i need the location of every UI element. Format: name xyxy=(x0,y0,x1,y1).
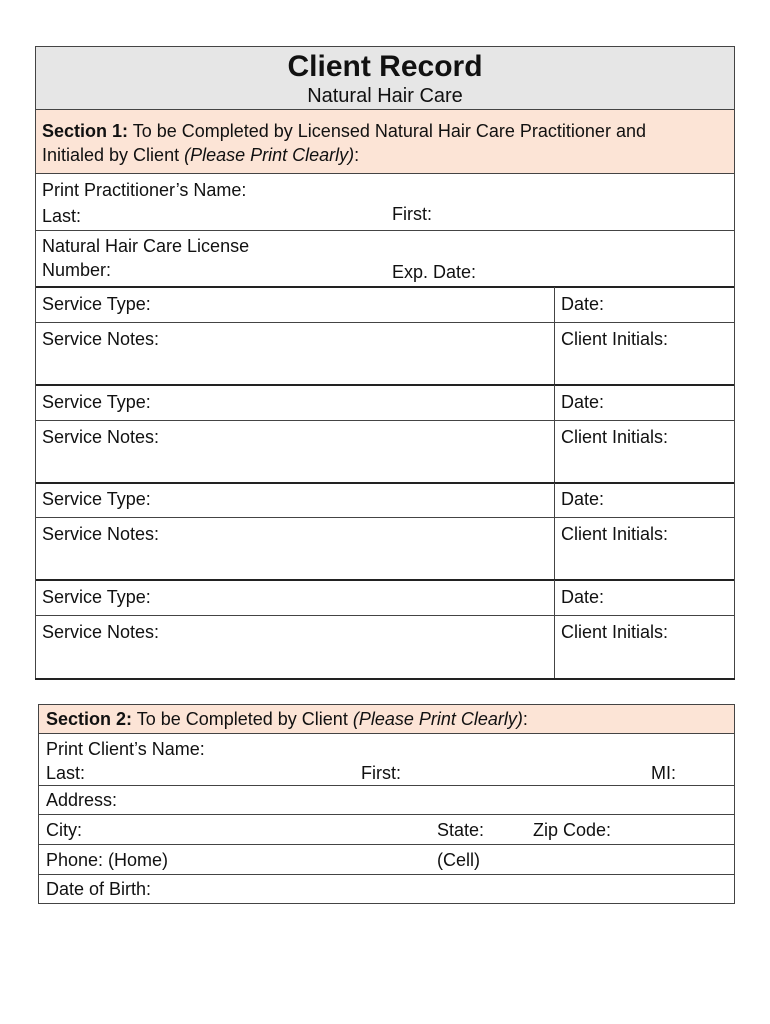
zip-code-field[interactable]: Zip Code: xyxy=(533,820,612,840)
section2-heading-label: Section 2: xyxy=(46,709,133,729)
date-of-birth-field[interactable]: Date of Birth: xyxy=(46,879,152,899)
client-initials-field[interactable]: Client Initials: xyxy=(561,329,669,349)
section2-heading-text: To be Completed by Client xyxy=(132,709,353,729)
address-field[interactable]: Address: xyxy=(46,790,118,810)
divider xyxy=(36,322,734,323)
practitioner-first-field[interactable]: First: xyxy=(392,204,432,224)
phone-home-field[interactable]: Phone: (Home) xyxy=(46,850,169,870)
section1-heading xyxy=(36,110,734,174)
divider xyxy=(36,517,734,518)
section1-heading-colon: : xyxy=(354,145,360,165)
client-initials-field[interactable]: Client Initials: xyxy=(561,427,669,447)
page-title: Client Record xyxy=(287,50,483,83)
exp-date-field[interactable]: Exp. Date: xyxy=(392,262,477,282)
divider xyxy=(36,286,734,288)
service-date-field[interactable]: Date: xyxy=(561,294,605,314)
divider xyxy=(554,580,555,679)
license-label-line1: Natural Hair Care License xyxy=(42,236,250,256)
section1-heading-note: (Please Print Clearly) xyxy=(184,145,355,165)
client-first-field[interactable]: First: xyxy=(361,763,401,783)
page-subtitle: Natural Hair Care xyxy=(307,85,463,107)
service-type-field[interactable]: Service Type: xyxy=(42,294,151,314)
service-type-field[interactable]: Service Type: xyxy=(42,587,151,607)
state-field[interactable]: State: xyxy=(437,820,485,840)
divider xyxy=(36,420,734,421)
license-number-field[interactable]: Number: xyxy=(42,260,112,280)
service-type-field[interactable]: Service Type: xyxy=(42,489,151,509)
divider xyxy=(36,615,734,616)
divider xyxy=(554,483,555,580)
client-last-field[interactable]: Last: xyxy=(46,763,86,783)
city-field[interactable]: City: xyxy=(46,820,82,840)
divider xyxy=(554,287,555,384)
service-notes-field[interactable]: Service Notes: xyxy=(42,622,160,642)
phone-cell-field[interactable]: (Cell) xyxy=(437,850,480,870)
divider xyxy=(36,579,734,581)
service-notes-field[interactable]: Service Notes: xyxy=(42,427,160,447)
title-band xyxy=(35,46,735,110)
practitioner-name-label: Print Practitioner’s Name: xyxy=(42,180,247,200)
divider xyxy=(36,384,734,386)
client-initials-field[interactable]: Client Initials: xyxy=(561,622,669,642)
section2-heading-note: (Please Print Clearly) xyxy=(352,709,523,729)
service-date-field[interactable]: Date: xyxy=(561,392,605,412)
section1-heading-label: Section 1: xyxy=(42,121,129,141)
section1-heading-text: To be Completed by Licensed Natural Hair Care Practitioner and xyxy=(128,121,646,141)
divider xyxy=(35,678,735,680)
divider xyxy=(36,230,734,231)
service-date-field[interactable]: Date: xyxy=(561,587,605,607)
practitioner-last-field[interactable]: Last: xyxy=(42,206,82,226)
divider xyxy=(554,385,555,482)
divider xyxy=(39,785,734,786)
section1-heading-text2: Initialed by Client xyxy=(42,145,185,165)
client-mi-field[interactable]: MI: xyxy=(651,763,676,783)
divider xyxy=(36,482,734,484)
divider xyxy=(39,814,734,815)
section2-heading-colon: : xyxy=(522,709,528,729)
client-name-label: Print Client’s Name: xyxy=(46,739,205,759)
service-date-field[interactable]: Date: xyxy=(561,489,605,509)
service-notes-field[interactable]: Service Notes: xyxy=(42,524,160,544)
divider xyxy=(39,844,734,845)
service-notes-field[interactable]: Service Notes: xyxy=(42,329,160,349)
divider xyxy=(39,874,734,875)
service-type-field[interactable]: Service Type: xyxy=(42,392,151,412)
client-initials-field[interactable]: Client Initials: xyxy=(561,524,669,544)
section2-heading xyxy=(39,705,734,734)
